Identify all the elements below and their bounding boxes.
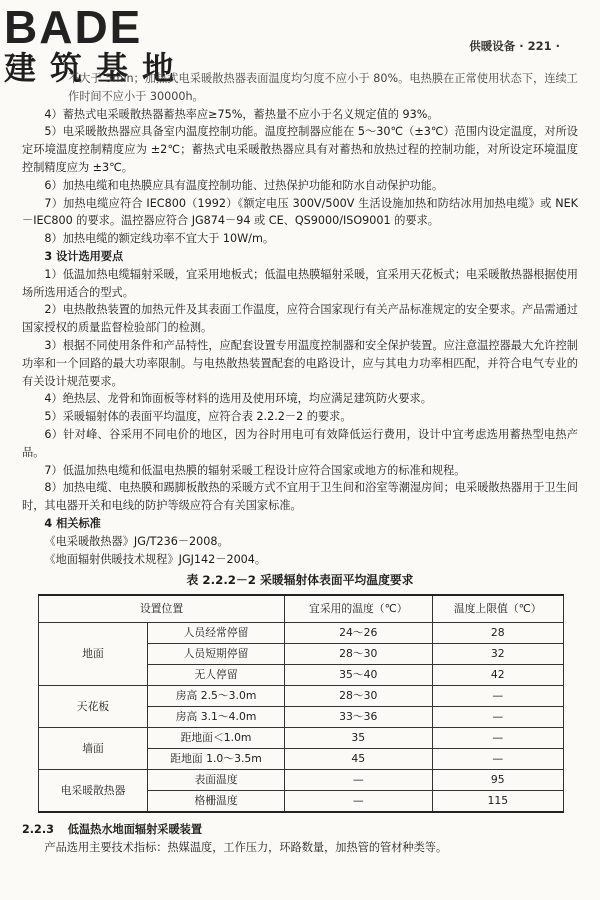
- cell-suit: 28～30: [285, 644, 432, 665]
- group-cell: 电采暖散热器: [39, 770, 148, 813]
- group-cell: 地面: [39, 623, 148, 686]
- table-row: [39, 770, 564, 791]
- cell-sub: 距地面 1.0～3.5m: [148, 749, 285, 770]
- cell-max: 95: [432, 770, 563, 791]
- running-head: 供暖设备 · 221 ·: [469, 39, 560, 53]
- logo-wordmark: BADE: [4, 1, 143, 53]
- col-header-location: 设置位置: [39, 595, 285, 623]
- col-header-suitable: 宜采用的温度（℃）: [285, 595, 432, 623]
- paragraph: 不大于 5min；加热式电采暖散热器表面温度均匀度不应小于 80%。电热膜在正常使用状态下，连续工作时间不应小于 30000h。: [68, 72, 578, 103]
- references: [22, 533, 578, 569]
- section-heading: [22, 821, 578, 839]
- logo-chinese: 建筑基地: [4, 49, 189, 87]
- temperature-table: [38, 594, 564, 813]
- paragraph: 8）加热电缆的额定线功率不宜大于 10W/m。: [44, 232, 275, 246]
- cell-suit: 45: [285, 749, 432, 770]
- group-cell: 墙面: [39, 728, 148, 770]
- section-title: 低温热水地面辐射采暖装置: [67, 823, 203, 837]
- cell-max: —: [432, 686, 563, 707]
- paragraph: 1）低温加热电缆辐射采暖，宜采用地板式；低温电热膜辐射采暖，宜采用天花板式；电采暖散热器根据使用场所选用适合的型式。: [22, 267, 578, 299]
- paragraph: 6）针对峰、谷采用不同电价的地区，因为谷时用电可有效降低运行费用，设计中宜考虑选用蓄热型电热产品。: [22, 427, 578, 459]
- cell-sub: 表面温度: [148, 770, 285, 791]
- reference-item: 《地面辐射供暖技术规程》JGJ142－2004。: [44, 552, 267, 566]
- table-header-row: [39, 595, 564, 623]
- cell-suit: 35: [285, 728, 432, 749]
- cell-suit: 28～30: [285, 686, 432, 707]
- table-row: [39, 686, 564, 707]
- cell-max: —: [432, 749, 563, 770]
- table-row: [39, 728, 564, 749]
- cell-sub: 人员经常停留: [148, 623, 285, 644]
- paragraphs-top: [22, 70, 578, 248]
- cell-sub: 无人停留: [148, 665, 285, 686]
- table-body: [39, 623, 564, 813]
- paragraph: 8）加热电缆、电热膜和踢脚板散热的采暖方式不宜用于卫生间和浴室等潮湿房间；电采暖散热器用于卫生间时，其电器开关和电线的防护等级应符合有关国家标准。: [22, 481, 578, 513]
- paragraph: 5）采暖辐射体的表面平均温度，应符合表 2.2.2－2 的要求。: [44, 410, 352, 424]
- cell-sub: 人员短期停留: [148, 644, 285, 665]
- paragraph: 4）绝热层、龙骨和饰面板等材料的选用及使用环境，均应满足建筑防火要求。: [44, 392, 432, 406]
- paragraph: 7）加热电缆应符合 IEC800（1992）《额定电压 300V/500V 生活设施加热和防结冰用加热电缆》或 NEK－IEC800 的要求。温控器应符合 JG874－94 或 CE、QS9000/ISO9001 的要求。: [22, 196, 578, 228]
- cell-sub: 房高 2.5～3.0m: [148, 686, 285, 707]
- paragraph: 5）电采暖散热器应具备室内温度控制功能。温度控制器应能在 5～30℃（±3℃）范围内设定温度，对所设定环境温度控制精度应为 ±2℃；蓄热式电采暖散热器应具有对蓄热和放热过程的控制功能，对所设定环境温度控制精度应为 ±3℃。: [22, 125, 578, 174]
- cell-suit: —: [285, 770, 432, 791]
- cell-suit: —: [285, 791, 432, 813]
- cell-max: 115: [432, 791, 563, 813]
- heading-design-points: 3 设计选用要点: [44, 249, 124, 263]
- reference-item: 《电采暖散热器》JG/T236－2008。: [44, 534, 229, 548]
- heading-standards: 4 相关标准: [44, 516, 101, 530]
- cell-sub: 房高 3.1～4.0m: [148, 707, 285, 728]
- paragraph: 6）加热电缆和电热膜应具有温度控制功能、过热保护功能和防水自动保护功能。: [44, 178, 444, 192]
- cell-suit: 24～26: [285, 623, 432, 644]
- cell-max: 28: [432, 623, 563, 644]
- section-number: 2.2.3: [22, 823, 54, 837]
- cell-max: —: [432, 707, 563, 728]
- page-body: [22, 70, 578, 857]
- paragraph: 2）电热散热装置的加热元件及其表面工作温度，应符合国家现行有关产品标准规定的安全要求。产品需通过国家授权的质量监督检验部门的检测。: [22, 303, 578, 335]
- cell-max: 42: [432, 665, 563, 686]
- col-header-max: 温度上限值（℃）: [432, 595, 563, 623]
- paragraphs-mid: [22, 266, 578, 515]
- cell-suit: 33～36: [285, 707, 432, 728]
- paragraph: 4）蓄热式电采暖散热器蓄热率应≥75%，蓄热量不应小于名义规定值的 93%。: [44, 107, 439, 121]
- cell-sub: 格栅温度: [148, 791, 285, 813]
- group-cell: 天花板: [39, 686, 148, 728]
- cell-max: 32: [432, 644, 563, 665]
- table-title: 表 2.2.2－2 采暖辐射体表面平均温度要求: [186, 573, 414, 588]
- section-text: 产品选用主要技术指标：热媒温度，工作压力，环路数量，加热管的管材种类等。: [44, 840, 448, 854]
- cell-sub: 距地面＜1.0m: [148, 728, 285, 749]
- paragraph: 7）低温加热电缆和低温电热膜的辐射采暖工程设计应符合国家或地方的标准和规程。: [44, 463, 466, 477]
- cell-max: —: [432, 728, 563, 749]
- paragraph: 3）根据不同使用条件和产品特性，应配套设置专用温度控制器和安全保护装置。应注意温控器最大允许控制功率和一个回路的最大功率限制。与电热散热装置配套的电路设计，应与其电力功率相匹配，并符合电气专业的有关设计规范要求。: [22, 338, 578, 388]
- table-row: [39, 623, 564, 644]
- cell-suit: 35～40: [285, 665, 432, 686]
